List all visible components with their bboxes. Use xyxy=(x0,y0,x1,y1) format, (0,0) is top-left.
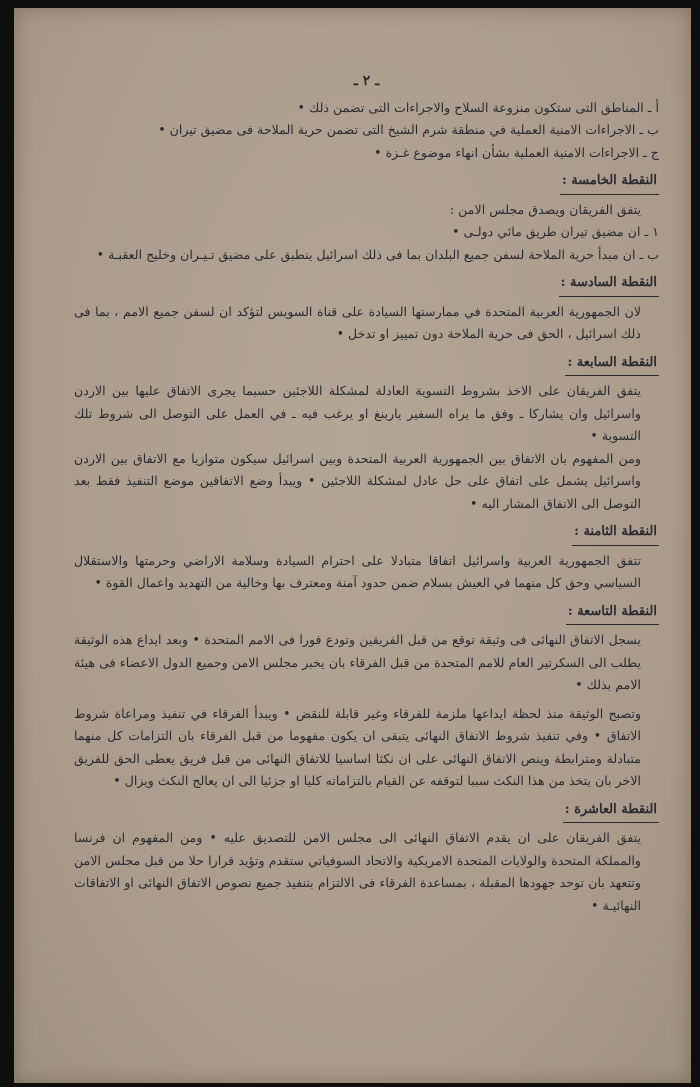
item-c: ج ـ الاجراءات الامنية العملية بشأن انهاء موضوع غـزة • xyxy=(374,144,659,160)
section7-paragraph-2: ومن المفهوم بان الاتفاق بين الجمهورية العربية المتحدة وبين اسرائيل سيكون متوازيا مع الاتفاق بين الاردن واسرائيل يشمل على اتفاق على حل عادل لمشكلة اللاجئين • ويبدأ وضع الاتفاقين موضع التنفيذ فقط بعد التوصل الى الاتفاق المشار اليه • xyxy=(74,450,641,511)
section7-paragraph-1: يتفق الفريقان على الاخذ بشروط التسوية العادلة لمشكلة اللاجئين حسبما يجرى الاتفاق عليها بين الاردن واسرائيل وان يشاركا ـ وفق ما يراه السفير يارينغ او يرغب فيه ـ في العمل على التوصل الى شروط تلك التسوية • xyxy=(74,383,641,443)
section-heading-tenth: النقطة العاشرة : xyxy=(563,799,659,824)
section-heading-eighth: النقطة الثامنة : xyxy=(572,521,659,546)
section9-paragraph-1: يسجل الاتفاق النهائى فى وثيقة توقع من قبل الفريقين وتودع فورا فى الامم المتحدة • وبعد ايداع هذه الوثيقة يطلب الى السكرتير العام للامم المتحدة من قبل الفرقاء بان يخبر مجلس الامن وجميع الدول الاعضاء فى هيئة الامم بذلك • xyxy=(74,632,641,692)
page-number: ـ ٢ ـ xyxy=(353,73,380,89)
section-heading-ninth: النقطة التاسعة : xyxy=(566,601,659,626)
item-b: ب ـ الاجراءات الامنية العملية في منطقة شرم الشيخ التى تضمن حرية الملاحة فى مضيق تيران • xyxy=(158,122,659,137)
item-a: أ ـ المناطق التى ستكون منزوعة السلاح والاجراءات التى تضمن ذلك • xyxy=(297,99,659,115)
paper-sheet xyxy=(14,8,691,1083)
section-heading-sixth: النقطة السادسة : xyxy=(559,272,659,297)
section5-item-2: ب ـ ان مبدأ حرية الملاحة لسفن جميع البلدان بما فى ذلك اسرائيل ينطبق على مضيق تـيـران وخليج العقبـة • xyxy=(96,246,659,262)
section-heading-seventh: النقطة السابعة : xyxy=(565,352,659,377)
section8-text: تتفق الجمهورية العربية واسرائيل اتفاقا متبادلا على احترام السيادة وسلامة الاراضي وحرمتها والاستقلال السياسي وحق كل منهما في العيش بسلام ضمن حدود آمنة ومعترف بها وخالية من التهديد واعمال القوة • xyxy=(74,552,641,590)
section-heading-fifth: النقطة الخامسة : xyxy=(560,170,659,195)
section5-intro: يتفق الفريقان ويصدق مجلس الامن : xyxy=(449,201,641,217)
section6-text: لان الجمهورية العربية المتحدة في ممارستها السيادة على قناة السويس لتؤكد ان لسفن جميع الامم ، بما فى ذلك اسرائيل ، الحق فى حرية الملاحة دون تمييز او تدخل • xyxy=(74,303,641,341)
section9-paragraph-2: وتصبح الوثيقة منذ لحظة ايداعها ملزمة للفرقاء وغير قابلة للنقض • ويبدأ الفرقاء في تنفيذ ومراعاة شروط الاتفاق • وفي تنفيذ شروط الاتفاق النهائى يتبقى ان يكون مفهوما من قبل الفرقاء بان التزامات كل منهما متبادلة ومترابطة وينص الاتفاق النهائى على ان نكثا اساسيا للاتفاق النهائى من قبل فريق يعطى الحق للفريق الاخر بان يتخذ من هذا النكث سببا لتوقفه عن القيام بالتزاماته كليا او جزئيا الى ان يعالج النكث ويزال • xyxy=(74,705,641,788)
section5-item-1: ١ ـ ان مضيق تيران طريق مائي دولـى • xyxy=(452,224,659,239)
section10-text: يتفق الفريقان على ان يقدم الاتفاق النهائى الى مجلس الامن للتصديق عليه • ومن المفهوم ان فرنسا والمملكة المتحدة والولايات المتحدة الامريكية والاتحاد السوفياتي ستقدم وتؤيد قرارا حلا من قبل مجلس الامن وتتعهد بان توحد جهودها المقبلة ، بمساعدة الفرقاء فى الالتزام بتنفيذ جميع نصوص الاتفاق النهائى او الاتفاقات النهائيـة • xyxy=(74,830,641,913)
document-page xyxy=(74,70,659,917)
